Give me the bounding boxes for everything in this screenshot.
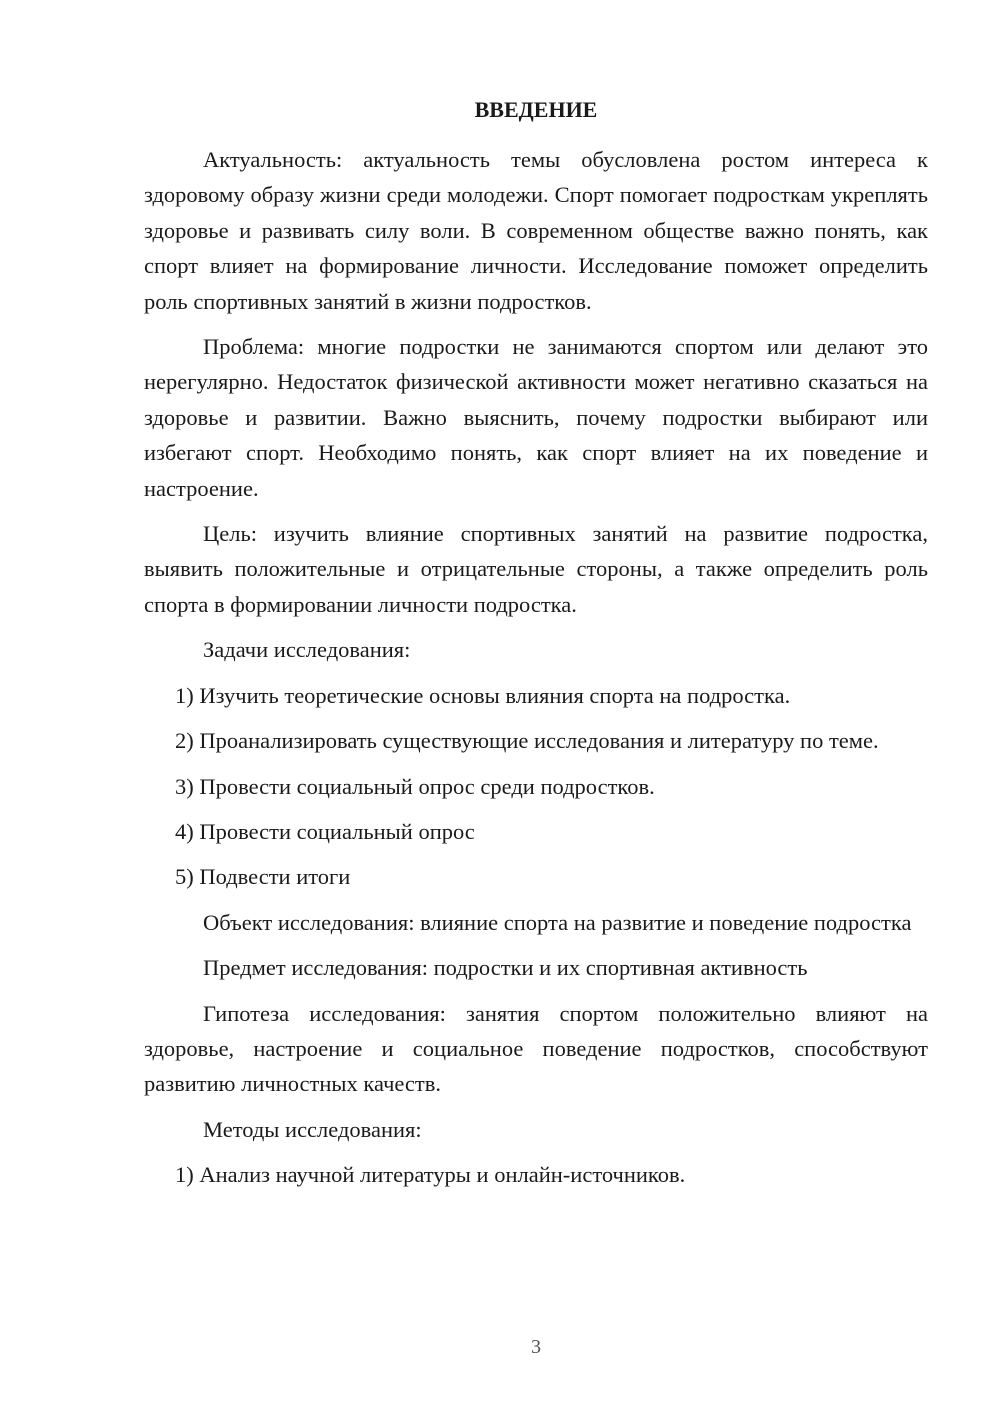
- paragraph-subject: Предмет исследования: подростки и их спортивная активность: [203, 955, 808, 981]
- document-body: [144, 142, 928, 1193]
- method-item-1: 1) Анализ научной литературы и онлайн-источников.: [175, 1162, 686, 1188]
- task-item-5: 5) Подвести итоги: [175, 864, 351, 890]
- paragraph-hypothesis: Гипотеза исследования: занятия спортом положительно влияют на здоровье, настроение и социальное поведение подростков, способствуют развитию личностных качеств.: [144, 1000, 928, 1097]
- task-item-1: 1) Изучить теоретические основы влияния спорта на подростка.: [175, 682, 791, 708]
- task-item-4: 4) Провести социальный опрос: [175, 818, 475, 844]
- page-number: 3: [531, 1336, 541, 1358]
- paragraph-goal: Цель: изучить влияние спортивных занятий на развитие подростка, выявить положительные и отрицательные стороны, а также определить роль спорта в формировании личности подростка.: [144, 521, 928, 617]
- task-item-2: 2) Проанализировать существующие исследования и литературу по теме.: [175, 728, 879, 754]
- section-heading: ВВЕДЕНИЕ: [474, 97, 598, 122]
- paragraph-relevance: Актуальность: актуальность темы обусловлена ростом интереса к здоровому образу жизни среди молодежи. Спорт помогает подросткам укреплять здоровье и развивать силу воли. В современном обществе важно понять, как спорт влияет на формирование личности. Исследование поможет определить роль спортивных занятий в жизни подростков.: [144, 147, 928, 314]
- task-item-3: 3) Провести социальный опрос среди подростков.: [175, 773, 655, 799]
- paragraph-methods-heading: Методы исследования:: [203, 1116, 422, 1142]
- paragraph-problem: Проблема: многие подростки не занимаются спортом или делают это нерегулярно. Недостаток физической активности может негативно сказаться на здоровье и развитии. Важно выяснить, почему подростки выбирают или избегают спорт. Необходимо понять, как спорт влияет на их поведение и настроение.: [144, 334, 928, 501]
- paragraph-tasks-heading: Задачи исследования:: [203, 637, 411, 663]
- paragraph-object: Объект исследования: влияние спорта на развитие и поведение подростка: [203, 909, 912, 935]
